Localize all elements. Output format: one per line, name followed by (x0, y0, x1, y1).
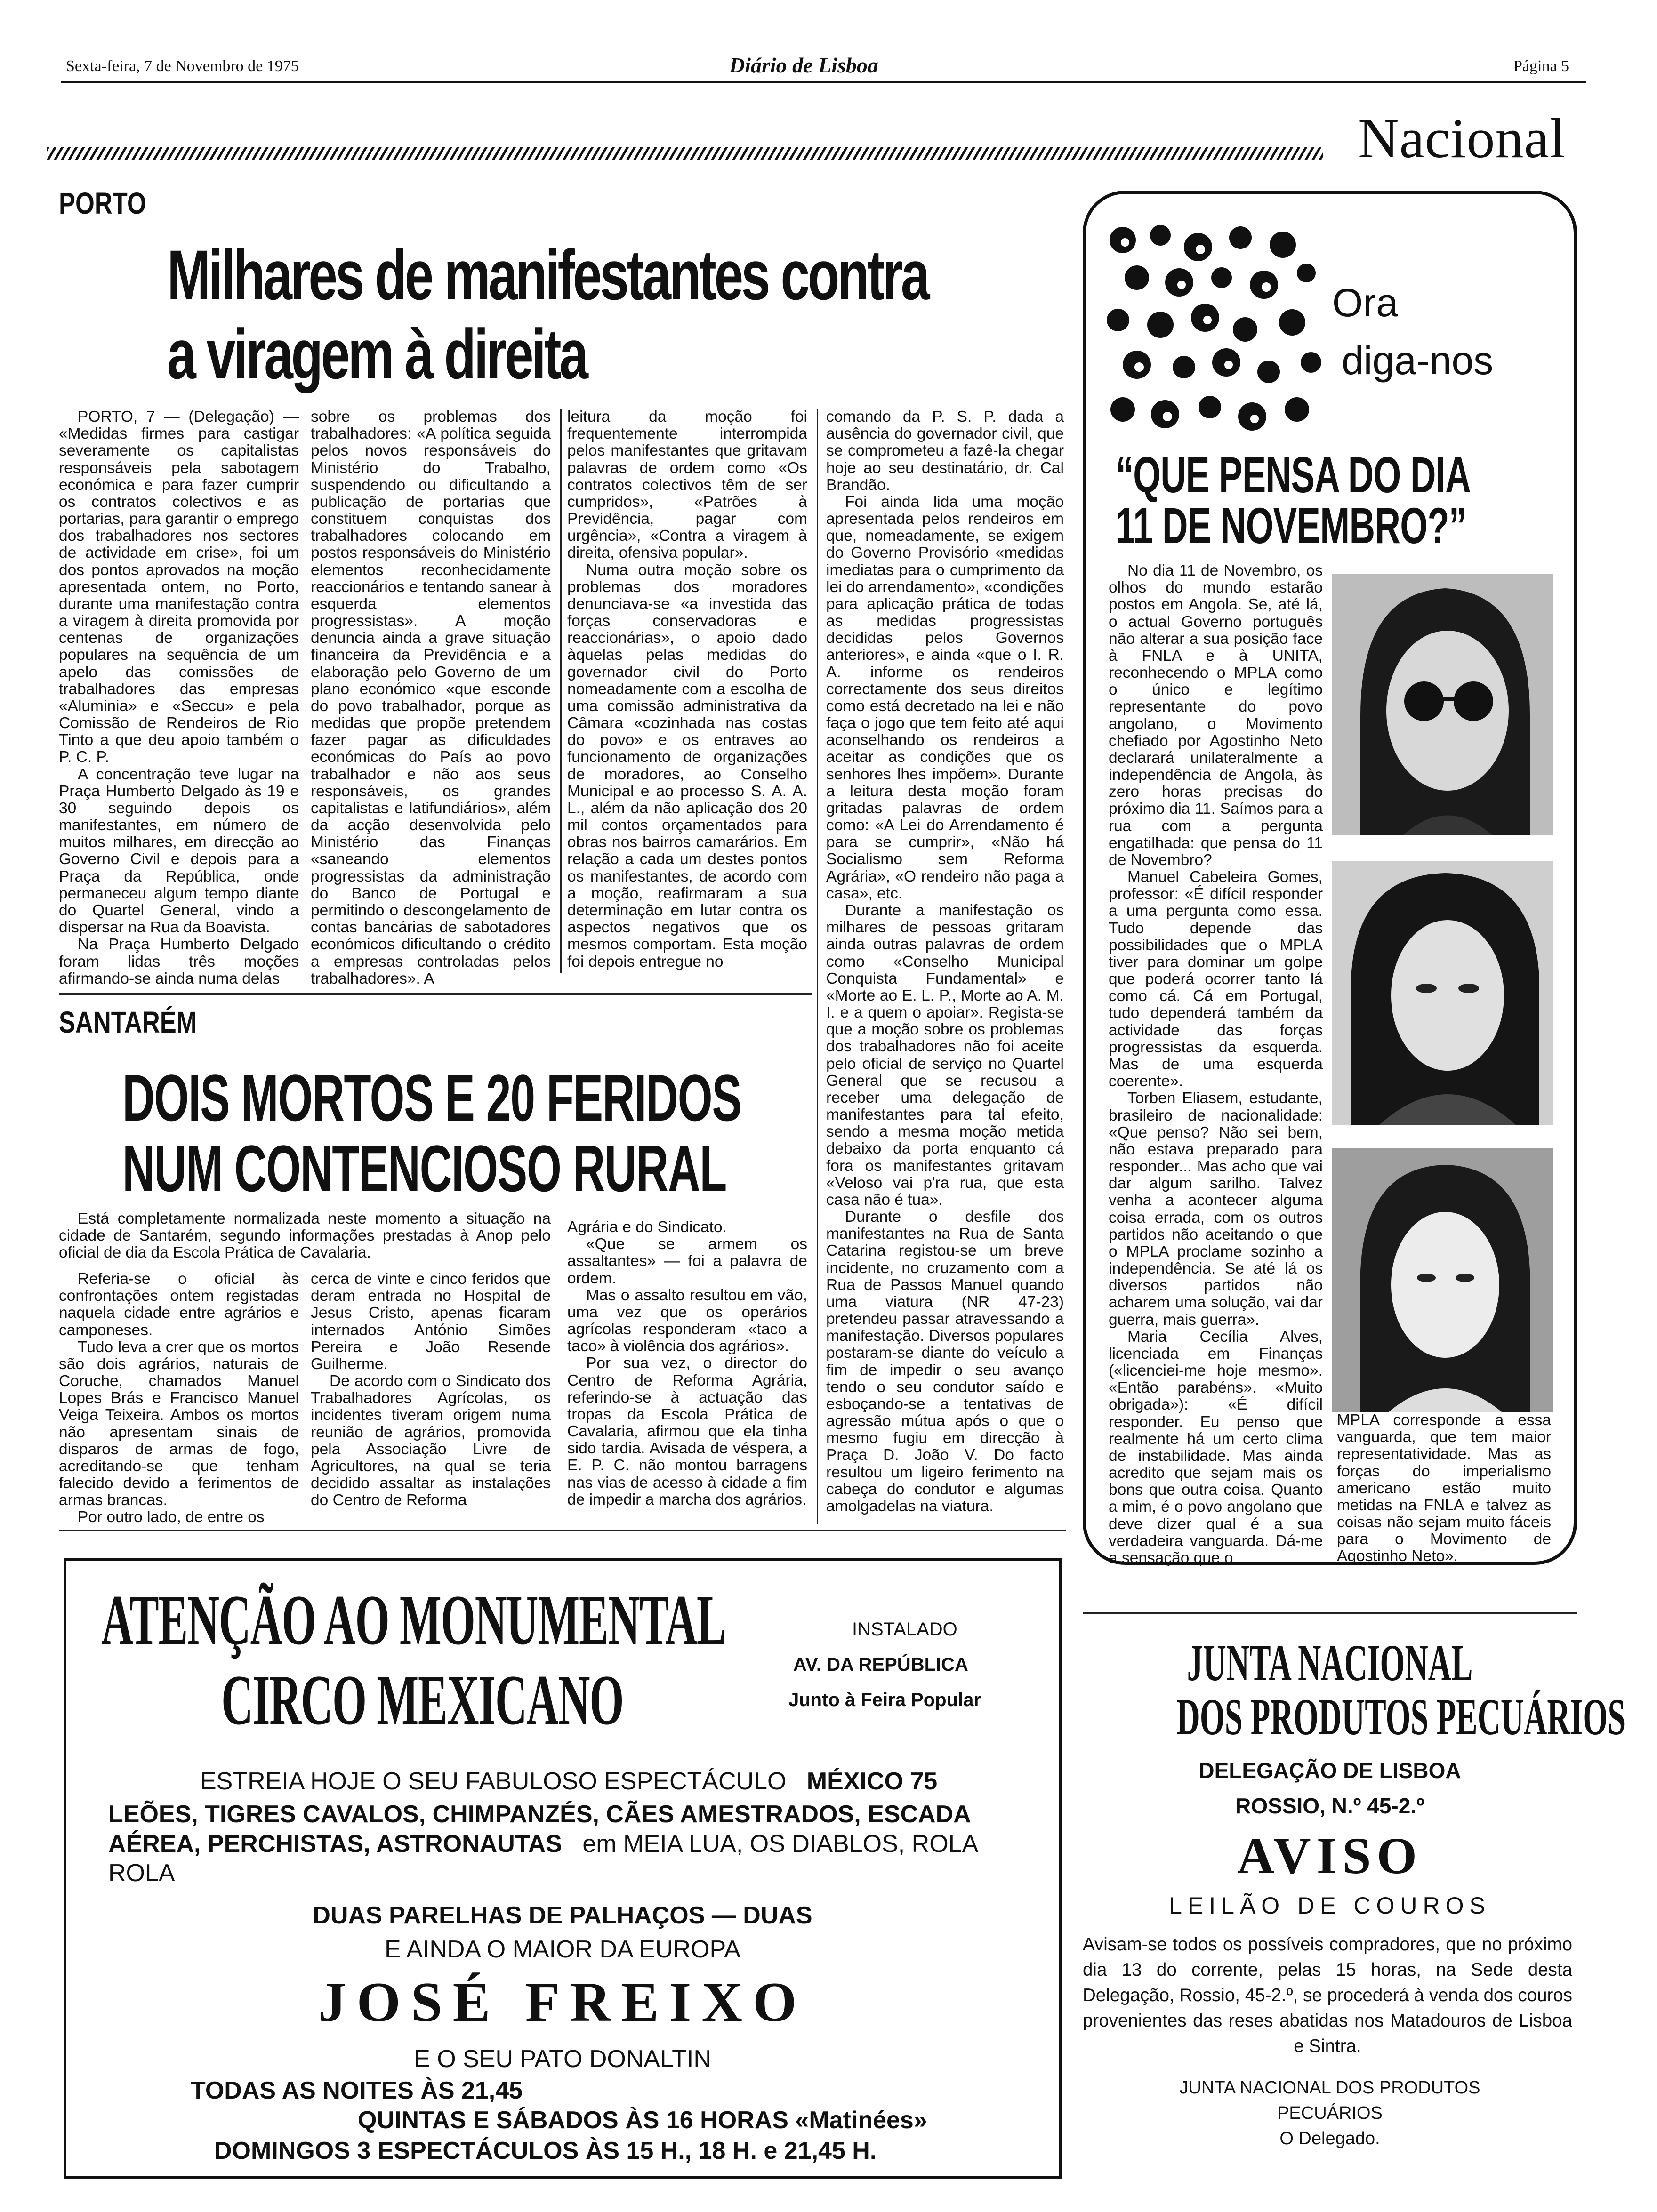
page-number: Página 5 (1513, 57, 1569, 75)
column-rule (817, 409, 818, 1524)
circo-clowns: DUAS PARELHAS DE PALHAÇOS — DUAS (313, 1902, 812, 1929)
circo-nightly: TODAS AS NOITES ÀS 21,45 (191, 2077, 523, 2104)
circo-acts-line3: ROLA (108, 1859, 175, 1887)
circo-installed: INSTALADO (852, 1619, 957, 1640)
ad-divider (1083, 1612, 1577, 1614)
ora-diga-nos-text-column: No dia 11 de Novembro, os olhos do mundo estarão postos em Angola. Se, até lá, o actual Governo português não alterar a sua posição face à FNLA e à UNITA, reconhecendo o MPLA como o único e legítimo representante do povo angolano, o Movimento chefiado por Agostinho Neto declarará unilateralmente a independência de Angola, às zero horas precisas do próximo dia 11. Saímos para a rua com a pergunta engatilhada: que pensa do 11 de Novembro? Manuel Cabeleira Gomes, professor: «É difícil responder a uma pergunta como essa. Tudo depende das possibilidades que o MPLA tiver para dominar um golpe que poderá ocorrer tanto lá como cá. Cá em Portugal, tudo dependerá também da actividade das forças progressistas da esquerda. Mas de uma esquerda coerente». Torben Eliasem, estudante, brasileiro de nacionalidade: «Que penso? Não sei bem, não estava preparado para responder... Mas acho que vai dar algum sarilho. Talvez venha a acontecer alguma coisa errada, com os outros partidos não aceitando o que o MPLA proclame sozinho a independência. Se até lá os diversos partidos não acharem uma solução, vai dar guerra, mais guerra». Maria Cecília Alves, licenciada em Finanças («licenciei-me hoje mesmo». «Então parabéns». «Muito obrigada»): «É difícil responder. Eu penso que realmente há um certo clima de instabilidade. Mas ainda acredito que sejam mais os bons que outra coisa. Quanto a mim, é o povo angolano que deve dizer qual é a sua verdadeira vanguarda. Dá-me a sensação que o (1109, 562, 1323, 1567)
masthead: Diário de Lisboa (723, 53, 885, 78)
portrait-torben-eliasem (1332, 861, 1553, 1125)
ora-diga-nos-question: “QUE PENSA DO DIA 11 DE NOVEMBRO?” (1116, 446, 1470, 554)
junta-auction: LEILÃO DE COUROS (1169, 1892, 1491, 1919)
column-rule (560, 409, 562, 973)
circo-europe: E AINDA O MAIOR DA EUROPA (384, 1936, 741, 1963)
circo-premiere: ESTREIA HOJE O SEU FABULOSO ESPECTÁCULO MÉXICO 75 (200, 1768, 938, 1795)
section-hatch-rule (47, 147, 1323, 160)
porto-column-2: sobre os problemas dos trabalhadores: «A política seguida pelos novos responsáveis do Ministério do Trabalho, suspendendo ou dificultando a publicação de portarias que constituem conquistas dos trabalhadores colocando em postos responsáveis do Ministério elementos reconhecidamente reaccionários e tentando sanear à esquerda elementos progressistas». A moção denuncia ainda a grave situação financeira da Previdência e a elaboração pelo Governo de um plano económico «que esconde do povo trabalhador, porque as medidas que propõe pretendem fazer pagar as dificuldades económicas do País ao povo trabalhador e não aos seus responsáveis, os grandes capitalistas e latifundiários», além da acção desenvolvida pelo Ministério das Finanças «saneando elementos progressistas da administração do Banco de Portugal e permitindo o descongelamento de contas bancárias de sabotadores económicos dificultando o crédito a empresas controladas pelos trabalhadores». A (311, 408, 551, 987)
porto-kicker: PORTO (59, 186, 146, 220)
porto-headline-line1: Milhares de manifestantes contra (167, 235, 928, 314)
santarem-column-3: Agrária e do Sindicato. «Que se armem os assaltantes» — foi a palavra de ordem. Mas o assalto resultou em vão, uma vez que os operários agrícolas responderam «taco a taco» à violência dos agrários». Por sua vez, o director do Centro de Reforma Agrária, referindo-se à actuação das tropas da Escola Prática de Cavalaria, afirmou que ela tinha sido tardia. Avisada de véspera, a E. P. C. não montou barragens nas vias de acesso à cidade a fim de impedir a marcha dos agrários. (567, 1218, 807, 1508)
circo-duck: E O SEU PATO DONALTIN (414, 2045, 711, 2073)
junta-delegation: DELEGAÇÃO DE LISBOA (1199, 1758, 1461, 1783)
junta-body: Avisam-se todos os possíveis compradores, que no próximo dia 13 do corrente, pelas 15 horas, na Sede desta Delegação, Rossio, 45-2.º, se procederá à venda dos couros provenientes das reses abatidas nos Matadouros de Lisboa e Sintra. (1083, 1934, 1572, 2056)
section-title: Nacional (1358, 107, 1566, 169)
issue-date: Sexta-feira, 7 de Novembro de 1975 (66, 57, 299, 75)
circo-star-name: JOSÉ FREIXO (318, 1971, 807, 2033)
portrait-manuel-cabeleira-gomes (1332, 574, 1553, 835)
santarem-headline-line2: NUM CONTENCIOSO RURAL (122, 1131, 727, 1205)
circo-title-line1: ATENÇÃO AO MONUMENTAL (101, 1580, 726, 1659)
ora-diga-nos-continuation: MPLA corresponde a essa vanguarda, que tem maior representatividade. Mas as forças do imperialismo americano estão muito metidas na FNLA e talvez as coisas não sejam muito fáceis para o Movimento de Agostinho Neto». (1337, 1411, 1551, 1565)
porto-column-1: PORTO, 7 — (Delegação) — «Medidas firmes para castigar severamente os capitalistas responsáveis pela sabotagem económica e para fazer cumprir os contratos colectivos e as portarias, para garantir o emprego dos trabalhadores nos sectores de actividade em crise», foi um dos pontos aprovados na moção apresentada ontem, no Porto, durante uma manifestação contra a viragem à direita promovida por centenas de organizações populares na sequência de um apelo das comissões de trabalhadores das empresas «Aluminia» e «Seccu» e pela Comissão de Rendeiros de Rio Tinto a que deu apoio também o P. C. P. A concentração teve lugar na Praça Humberto Delgado às 19 e 30 seguindo depois os manifestantes, em número de muitos milhares, em direcção ao Governo Civil e depois para a Praça da República, onde permaneceu algum tempo diante do Quartel General, vindo a dispersar na Rua da Boavista. Na Praça Humberto Delgado foram lidas três moções afirmando-se ainda numa delas (59, 408, 299, 987)
circo-address: AV. DA REPÚBLICA (793, 1654, 968, 1675)
junta-title: JUNTA NACIONAL DOS PRODUTOS PECUÁRIOS (1176, 1634, 1626, 1746)
porto-headline-line2: a viragem à direita (167, 314, 587, 393)
circo-title-line2: CIRCO MEXICANO (221, 1660, 624, 1739)
santarem-column-2: cerca de vinte e cinco feridos que deram entrada no Hospital de Jesus Cristo, apenas ficaram internados António Simões Pereira e João Resende Guilherme. De acordo com o Sindicato dos Trabalhadores Agrícolas, os incidentes tiveram origem numa reunião de agrários, promovida pela Associação Livre de Agricultores, na qual se teria decidido assaltar as instalações do Centro de Reforma (311, 1270, 551, 1509)
junta-notice-title: AVISO (1237, 1827, 1423, 1884)
santarem-headline-line1: DOIS MORTOS E 20 FERIDOS (122, 1061, 741, 1135)
article-divider (59, 993, 812, 995)
ora-diga-nos-title-line1: Ora (1332, 281, 1399, 325)
porto-column-4: comando da P. S. P. dada a ausência do governador civil, que se comprometeu a fazê-la chegar hoje ao seu destinatário, dr. Cal Brandão. Foi ainda lida uma moção apresentada pelos rendeiros em que, nomeadamente, se exigem do Governo Provisório «medidas imediatas para o cumprimento da lei do arrendamento», «condições para aplicação prática de todas as medidas progressistas decididas pelos Governos anteriores», e ainda «que o I. R. A. informe os rendeiros correctamente dos seus direitos como está decretado na lei e não faça o jogo que tem feito até aqui aconselhando os rendeiros a aceitar as condições que os senhores lhes impõem». Durante a leitura desta moção foram gritadas palavras de ordem como: «A Lei do Arrendamento é para se cumprir», «Não há Socialismo sem Reforma Agrária», «O rendeiro não paga a casa», etc. Durante a manifestação os milhares de pessoas gritaram ainda outras palavras de ordem como «Conselho Municipal Conquista Fundamental» e «Morte ao E. L. P., Morte ao A. M. I. e a quem o apoiar». Regista-se que a moção sobre os problemas dos trabalhadores não foi aceite pelo oficial de serviço no Quartel General que se recusou a receber uma delegação de manifestantes para tal efeito, sendo a mesma moção metida debaixo da porta enquanto cá fora os manifestantes gritavam «Veloso vai p'ra rua, que esta casa não é tua». Durante o desfile dos manifestantes na Rua de Santa Catarina registou-se um breve incidente, no cruzamento com a Rua de Passos Manuel quando uma viatura (NR 47-23) pretendeu passar atravessando a manifestação. Diversos populares postaram-se diante do veículo a fim de impedir o seu avanço tendo o seu condutor saído e esboçando-se a tentativas de agressão mútua após o que o mesmo fugiu em direcção à Praça D. João V. Do facto resultou um ligeiro ferimento na cabeça do condutor e algumas amolgadelas na viatura. (826, 408, 1064, 1515)
santarem-column-1: Referia-se o oficial às confrontações ontem registadas naquela cidade entre agrários e camponeses. Tudo leva a crer que os mortos são dois agrários, naturais de Coruche, chamados Manuel Lopes Brás e Francisco Manuel Veiga Teixeira. Ambos os mortos não apresentam sinais de disparos de armas de fogo, acreditando-se que tenham falecido devido a ferimentos de armas brancas. Por outro lado, de entre os (59, 1270, 299, 1526)
header-rule (61, 81, 1586, 83)
porto-column-3: leitura da moção foi frequentemente interrompida pelos manifestantes que gritavam palavras de ordem como «Os contratos colectivos têm de ser cumpridos», «Patrões à Previdência, pagar com urgência», «Contra a viragem à direita, ofensiva popular». Numa outra moção sobre os problemas dos moradores denunciava-se «a investida das forças conservadoras e reaccionárias», o apoio dado àquelas pelas medidas do governador civil do Porto nomeadamente com a escolha de uma comissão administrativa da Câmara «cozinhada nas costas do povo» e os entraves ao funcionamento de organizações de moradores, ao Conselho Municipal e ao processo S. A. A. L., além da não aplicação dos 20 mil contos orçamentados para obras nos bairros camarários. Em relação a cada um destes pontos os manifestantes, de acordo com a moção, reafirmaram a sua determinação em lutar contra os aspectos negativos que os mesmos comportam. Esta moção foi depois entregue no (567, 408, 807, 970)
ora-diga-nos-title-line2: diga-nos (1342, 338, 1494, 383)
portrait-maria-cecilia-alves (1332, 1148, 1553, 1412)
junta-signature: JUNTA NACIONAL DOS PRODUTOS PECUÁRIOS O Delegado. (1179, 2078, 1480, 2148)
article-divider (59, 1530, 1066, 1531)
circo-location: Junto à Feira Popular (788, 1690, 981, 1710)
santarem-lead: Está completamente normalizada neste momento a situação na cidade de Santarém, segundo informações prestadas à Anop pelo oficial de dia da Escola Prática de Cavalaria. (59, 1210, 551, 1262)
circo-matinees: QUINTAS E SÁBADOS ÀS 16 HORAS «Matinées» (358, 2107, 927, 2134)
crowd-photo (1104, 221, 1325, 442)
junta-address: ROSSIO, N.º 45-2.º (1235, 1794, 1424, 1818)
santarem-kicker: SANTARÉM (59, 1005, 197, 1039)
circo-sundays: DOMINGOS 3 ESPECTÁCULOS ÀS 15 H., 18 H. e 21,45 H. (214, 2137, 877, 2164)
circo-acts-line2: AÉREA, PERCHISTAS, ASTRONAUTAS em MEIA LUA, OS DIABLOS, ROLA (108, 1830, 979, 1858)
circo-acts-line1: LEÕES, TIGRES CAVALOS, CHIMPANZÉS, CÃES AMESTRADOS, ESCADA (108, 1801, 971, 1828)
